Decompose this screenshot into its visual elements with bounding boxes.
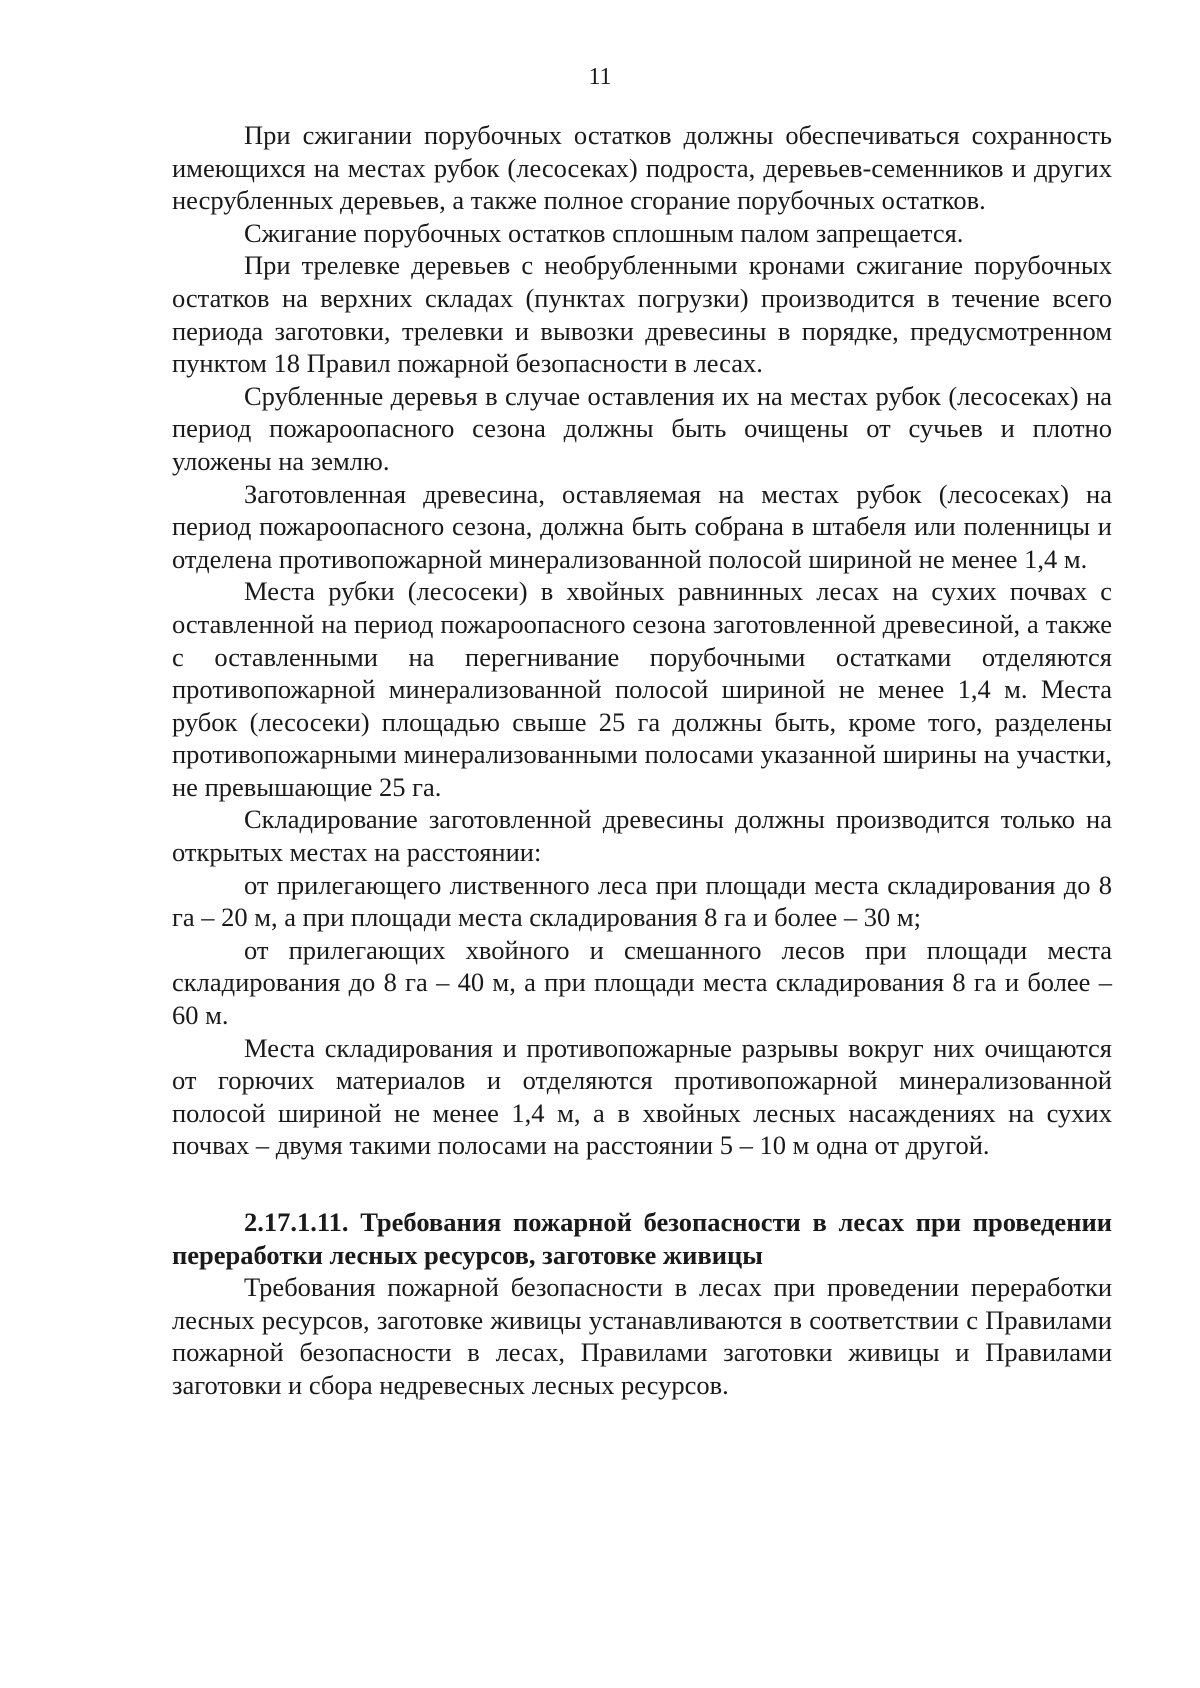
paragraph-harvested-wood: Заготовленная древесина, оставляемая на местах рубок (лесосеках) на период пожароопасного сезона, должна быть собрана в штабеля или поленницы и отделена противопожарной минерализованной полосой шириной не менее 1,4 м. — [172, 478, 1112, 574]
section-heading — [172, 1206, 1112, 1271]
paragraph-solid-fire-ban: Сжигание порубочных остатков сплошным палом запрещается. — [244, 217, 964, 248]
section-body: Требования пожарной безопасности в лесах при проведении переработки лесных ресурсов, заготовке живицы устанавливаются в соответствии с Правилами пожарной безопасности в лесах, Правилами заготовки живицы и Правилами заготовки и сбора недревесных лесных ресурсов. — [172, 1272, 1112, 1400]
section-number: 2.17.1.11. — [244, 1207, 349, 1237]
paragraph-coniferous-distance: от прилегающих хвойного и смешанного лесов при площади места складирования до 8 га – 40 м, а при площади места складирования 8 га и более – 60 м. — [172, 934, 1112, 1031]
paragraph-storage-clearing: Места складирования и противопожарные разрывы вокруг них очищаются от горючих материалов и отделяются противопожарной минерализованной полосой шириной не менее 1,4 м, а в хвойных лесных насаждениях на сухих почвах – двумя такими полосами на расстоянии 5 – 10 м одна от другой. — [172, 1032, 1112, 1161]
paragraph-skidding: При трелевке деревьев с необрубленными кронами сжигание порубочных остатков на верхних складах (пунктах погрузки) производится в течение всего периода заготовки, трелевки и вывозки древесины в порядке, предусмотренном пунктом 18 Правил пожарной безопасности в лесах. — [172, 250, 1112, 379]
document-body — [172, 119, 1112, 1402]
paragraph-felled-trees: Срубленные деревья в случае оставления их на местах рубок (лесосеках) на период пожароопасного сезона должны быть очищены от сучьев и плотно уложены на землю. — [172, 380, 1112, 476]
paragraph-deciduous-distance: от прилегающего лиственного леса при площади места складирования до 8 га – 20 м, а при площади места складирования 8 га и более – 30 м; — [172, 869, 1112, 933]
paragraph-storage: Складирование заготовленной древесины должны производится только на открытых местах на расстоянии: — [172, 804, 1112, 868]
section-title: Требования пожарной безопасности в лесах при проведении переработки лесных ресурсов, заготовке живицы — [172, 1207, 1112, 1270]
paragraph-burning-residues: При сжигании порубочных остатков должны обеспечиваться сохранность имеющихся на местах рубок (лесосеках) подроста, деревьев-семенников и других несрубленных деревьев, а также полное сгорание порубочных остатков. — [172, 120, 1112, 216]
page-number: 11 — [588, 64, 612, 90]
paragraph-cutting-sites: Места рубки (лесосеки) в хвойных равнинных лесах на сухих почвах с оставленной на период пожароопасного сезона заготовленной древесиной, а также с оставленными на перегнивание порубочными остатками отделяются противопожарной минерализованной полосой шириной не менее 1,4 м. Места рубок (лесосеки) площадью свыше 25 га должны быть, кроме того, разделены противопожарными минерализованными полосами указанной ширины на участки, не превышающие 25 га. — [172, 576, 1112, 802]
